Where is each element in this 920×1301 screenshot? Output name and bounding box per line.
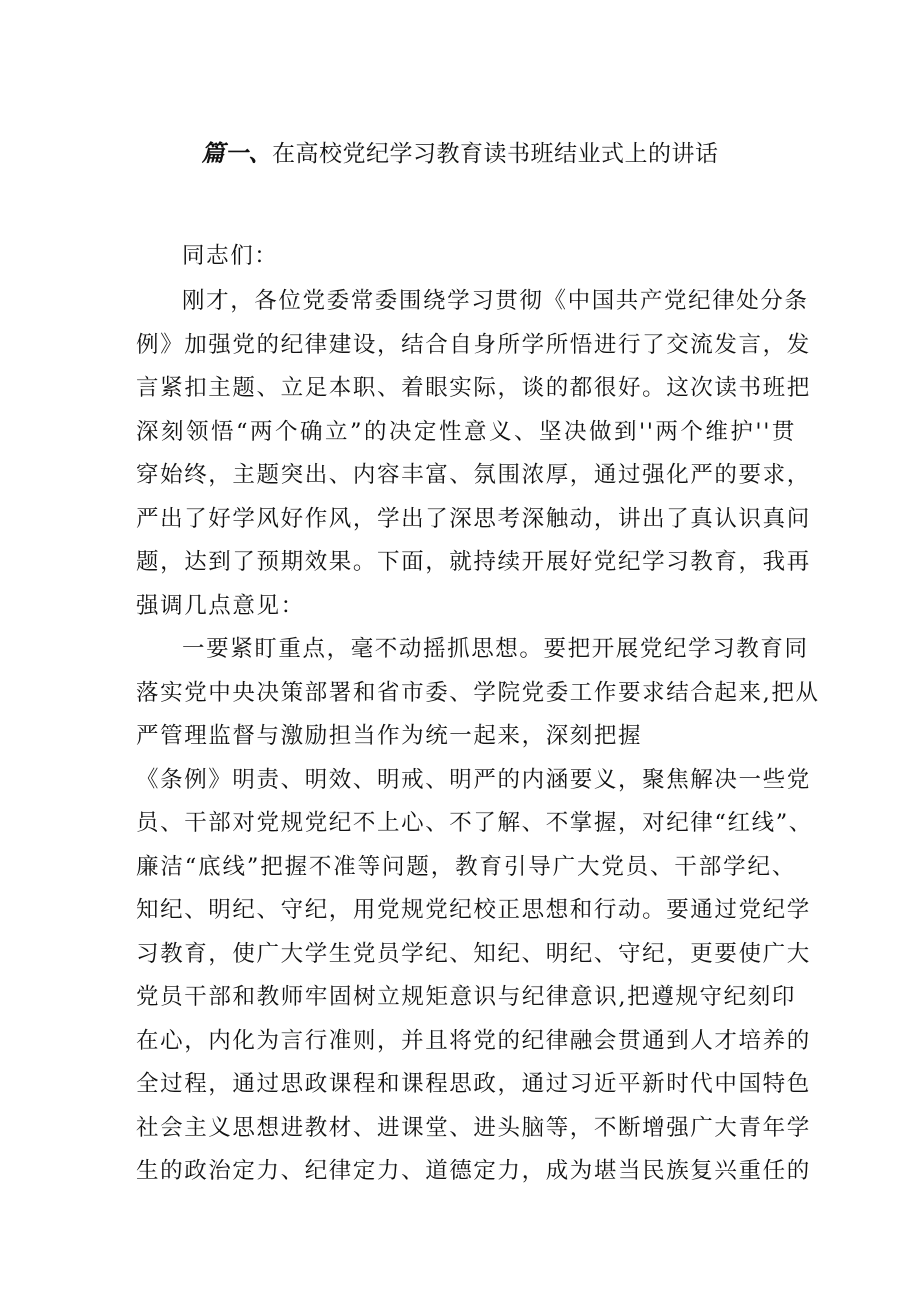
body-line: 员、干部对党规党纪不上心、不了解、不掌握，对纪律“红线”、: [136, 810, 813, 836]
body-line: 知纪、明纪、守纪，用党规党纪校正思想和行动。要通过党纪学: [136, 897, 811, 923]
body-line: 刚才，各位党委常委围绕学习贯彻《中国共产党纪律处分条: [182, 288, 809, 314]
body-line: 在心，内化为言行准则，并且将党的纪律融会贯通到人才培养的: [136, 1028, 811, 1054]
body-line: 强调几点意见：: [136, 593, 305, 619]
body-line: 全过程，通过思政课程和课程思政，通过习近平新时代中国特色: [136, 1071, 811, 1097]
document-title: [0, 136, 920, 172]
body-line: 落实党中央决策部署和省市委、学院党委工作要求结合起来,把从: [136, 680, 820, 706]
body-line: 深刻领悟“两个确立”的决定性意义、坚决做到''两个维护''贯: [136, 419, 796, 445]
body-line: 生的政治定力、纪律定力、道德定力，成为堪当民族复兴重任的: [136, 1158, 811, 1184]
body-line: 例》加强党的纪律建设，结合自身所学所悟进行了交流发言，发: [136, 332, 811, 358]
body-line: 廉洁“底线”把握不准等问题，教育引导广大党员、干部学纪、: [136, 854, 796, 880]
body-line: 严管理监督与激励担当作为统一起来，深刻把握: [136, 723, 643, 749]
body-line: 党员干部和教师牢固树立规矩意识与纪律意识,把遵规守纪刻印: [136, 984, 796, 1010]
greeting: 同志们：: [182, 243, 279, 269]
title-text: 在高校党纪学习教育读书班结业式上的讲话: [272, 141, 719, 167]
body-line: 题，达到了预期效果。下面，就持续开展好党纪学习教育，我再: [136, 549, 811, 575]
body-line: 社会主义思想进教材、进课堂、进头脑等，不断增强广大青年学: [136, 1115, 811, 1141]
body-line: 习教育，使广大学生党员学纪、知纪、明纪、守纪，更要使广大: [136, 941, 811, 967]
body-line: 严出了好学风好作风，学出了深思考深触动，讲出了真认识真问: [136, 506, 811, 532]
body-line: 言紧扣主题、立足本职、着眼实际，谈的都很好。这次读书班把: [136, 375, 811, 401]
body-line: 一要紧盯重点，毫不动摇抓思想。要把开展党纪学习教育同: [182, 636, 809, 662]
body-line: 穿始终，主题突出、内容丰富、氛围浓厚，通过强化严的要求，: [136, 462, 811, 488]
body-line: 《条例》明责、明效、明戒、明严的内涵要义，聚焦解决一些党: [136, 767, 811, 793]
title-prefix: 篇一、: [201, 141, 272, 167]
